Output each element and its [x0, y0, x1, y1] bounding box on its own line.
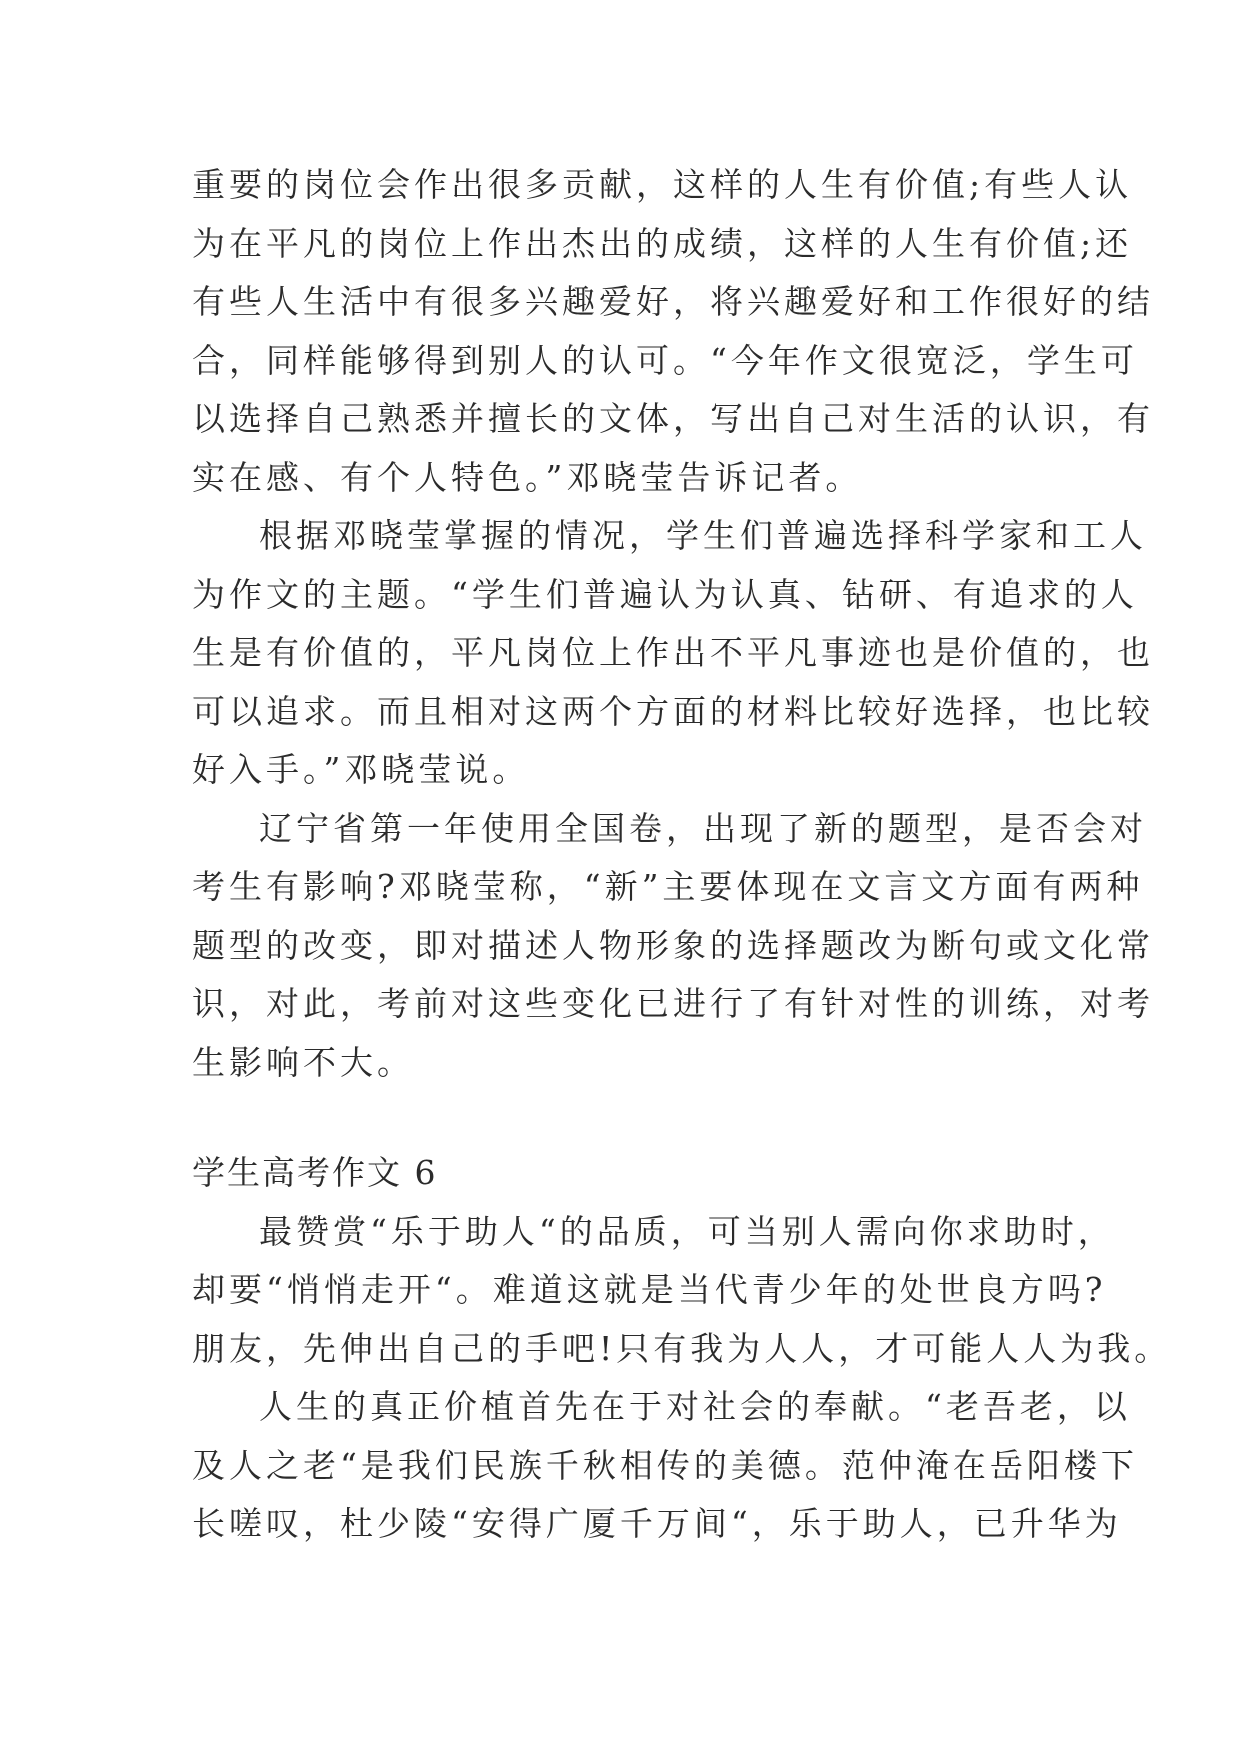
- paragraph-4: [192, 1203, 1172, 1379]
- paragraph-line: 朋友，先伸出自己的手吧!只有我为人人，才可能人人为我。: [192, 1328, 1172, 1368]
- paragraph-line: 重要的岗位会作出很多贡献，这样的人生有价值;有些人认: [192, 165, 1133, 204]
- paragraph-line: 好入手。”邓晓莹说。: [192, 750, 530, 789]
- paragraph-line: 实在感、有个人特色。”邓晓莹告诉记者。: [192, 457, 863, 497]
- paragraph-line: 长嗟叹，杜少陵“安得广厦千万间“，乐于助人，已升华为: [192, 1504, 1122, 1543]
- paragraph-line: 生影响不大。: [192, 1042, 414, 1082]
- paragraph-line: 根据邓晓莹掌握的情况，学生们普遍选择科学家和工人: [259, 516, 1147, 555]
- paragraph-line: 可以追求。而且相对这两个方面的材料比较好选择，也比较: [192, 691, 1154, 731]
- paragraph-3: [192, 800, 1154, 1093]
- paragraph-line: 有些人生活中有很多兴趣爱好，将兴趣爱好和工作很好的结: [192, 282, 1154, 321]
- document-body: [192, 156, 1172, 1554]
- section-spacer: [192, 1092, 1052, 1144]
- paragraph-line: 合，同样能够得到别人的认可。“今年作文很宽泛，学生可: [192, 340, 1138, 380]
- paragraph-line: 以选择自己熟悉并擅长的文体，写出自己对生活的认识，有: [192, 399, 1154, 438]
- paragraph-line: 及人之老“是我们民族千秋相传的美德。范仲淹在岳阳楼下: [192, 1445, 1138, 1485]
- paragraph-line: 却要“悄悄走开“。难道这就是当代青少年的处世良方吗?: [192, 1270, 1107, 1309]
- paragraph-1: [192, 156, 1154, 507]
- paragraph-line: 为在平凡的岗位上作出杰出的成绩，这样的人生有价值;还: [192, 223, 1133, 263]
- paragraph-line: 辽宁省第一年使用全国卷，出现了新的题型，是否会对: [259, 808, 1147, 848]
- paragraph-line: 生是有价值的，平凡岗位上作出不平凡事迹也是价值的，也: [192, 633, 1154, 672]
- section-title: 学生高考作文 6: [192, 1153, 438, 1192]
- paragraph-line: 最赞赏“乐于助人“的品质，可当别人需向你求助时，: [259, 1211, 1115, 1251]
- paragraph-line: 识，对此，考前对这些变化已进行了有针对性的训练，对考: [192, 984, 1154, 1023]
- paragraph-line: 为作文的主题。“学生们普遍认为认真、钻研、有追求的人: [192, 574, 1138, 614]
- paragraph-2: [192, 507, 1154, 800]
- paragraph-5: [192, 1378, 1138, 1554]
- paragraph-line: 考生有影响?邓晓莹称，“新”主要体现在文言文方面有两种: [192, 867, 1144, 906]
- paragraph-line: 题型的改变，即对描述人物形象的选择题改为断句或文化常: [192, 925, 1154, 965]
- paragraph-line: 人生的真正价植首先在于对社会的奉献。“老吾老，以: [259, 1387, 1131, 1426]
